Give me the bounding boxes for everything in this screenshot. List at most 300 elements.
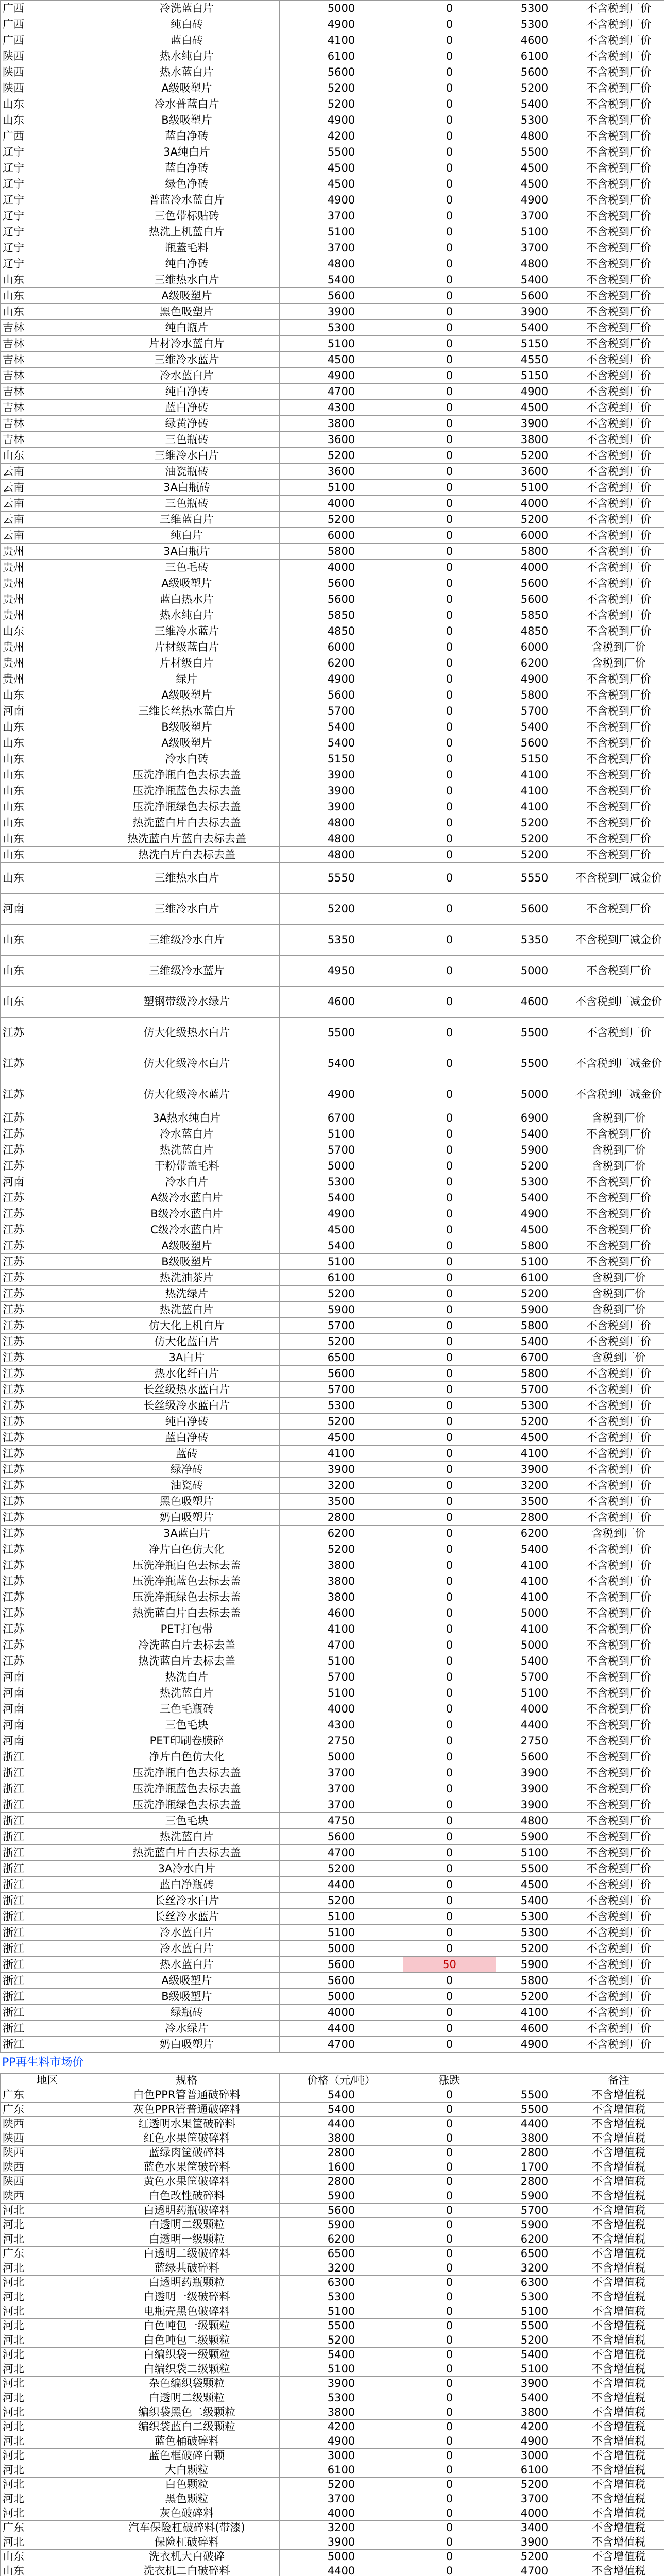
cell-region: 江苏 — [1, 1142, 94, 1158]
cell-change: 0 — [403, 1018, 496, 1048]
cell-change: 0 — [403, 2189, 496, 2204]
table-row — [1, 719, 664, 735]
cell-spec: 白透明一级颗粒 — [94, 2232, 280, 2247]
cell-change: 0 — [403, 240, 496, 256]
cell-spec: 三色瓶砖 — [94, 496, 280, 512]
table-row — [1, 1589, 664, 1605]
cell-price2: 4100 — [496, 799, 573, 815]
cell-region: 贵州 — [1, 575, 94, 591]
cell-spec: 冷水蓝白片 — [94, 1126, 280, 1142]
cell-remark: 不含增值税 — [573, 2232, 664, 2247]
cell-remark: 不含增值税 — [573, 2348, 664, 2362]
table-row — [1, 2247, 664, 2261]
cell-spec: 压洗净瓶白色去标去盖 — [94, 767, 280, 783]
cell-price2: 6700 — [496, 1350, 573, 1366]
cell-region: 浙江 — [1, 1797, 94, 1813]
cell-price2: 4100 — [496, 1621, 573, 1637]
cell-spec: 杂色编织袋颗粒 — [94, 2377, 280, 2391]
cell-spec: 三维级冷水蓝片 — [94, 956, 280, 987]
cell-spec: 蓝白净砖 — [94, 400, 280, 416]
cell-spec: 三维热水白片 — [94, 863, 280, 894]
cell-price: 4200 — [280, 128, 403, 144]
cell-spec: A级吸塑片 — [94, 80, 280, 96]
cell-change: 0 — [403, 256, 496, 272]
cell-spec: 黄色水果筐破碎料 — [94, 2175, 280, 2189]
cell-spec: 热洗蓝白片白去标去盖 — [94, 1845, 280, 1861]
cell-spec: 热洗蓝白片 — [94, 1302, 280, 1318]
cell-price2: 5100 — [496, 1845, 573, 1861]
table-row — [1, 987, 664, 1018]
cell-region: 广西 — [1, 1, 94, 16]
cell-change: 0 — [403, 2131, 496, 2146]
cell-region: 河南 — [1, 1669, 94, 1685]
cell-remark: 不含税到厂价 — [573, 1541, 664, 1557]
cell-region: 浙江 — [1, 1813, 94, 1829]
cell-price2: 2800 — [496, 2175, 573, 2189]
cell-spec: 绿片 — [94, 671, 280, 687]
cell-region: 河北 — [1, 2319, 94, 2333]
cell-price2: 5800 — [496, 687, 573, 703]
cell-region: 河北 — [1, 2218, 94, 2232]
cell-price: 4900 — [280, 368, 403, 384]
cell-region: 广东 — [1, 2521, 94, 2535]
cell-region: 山东 — [1, 272, 94, 288]
cell-price2: 4900 — [496, 2434, 573, 2449]
cell-change: 0 — [403, 1174, 496, 1190]
table-row — [1, 416, 664, 432]
table-row — [1, 1526, 664, 1541]
table-row — [1, 2564, 664, 2576]
cell-change: 0 — [403, 655, 496, 671]
cell-region: 江苏 — [1, 1398, 94, 1414]
cell-change: 0 — [403, 1318, 496, 1334]
cell-spec: A级吸塑片 — [94, 1973, 280, 1989]
cell-region: 河北 — [1, 2333, 94, 2348]
table-row — [1, 2261, 664, 2276]
cell-spec: 热洗绿片 — [94, 1286, 280, 1302]
cell-remark: 不含增值税 — [573, 2420, 664, 2434]
cell-change: 0 — [403, 512, 496, 528]
cell-price: 5500 — [280, 2319, 403, 2333]
cell-change: 0 — [403, 416, 496, 432]
cell-remark: 不含税到厂价 — [573, 1733, 664, 1749]
cell-price2: 5900 — [496, 2218, 573, 2232]
cell-price2: 3200 — [496, 1478, 573, 1494]
cell-price2: 4100 — [496, 1573, 573, 1589]
cell-remark: 不含税到厂价 — [573, 272, 664, 288]
cell-spec: 洗衣机大白破碎 — [94, 2550, 280, 2564]
table-row — [1, 400, 664, 416]
cell-price2: 5200 — [496, 512, 573, 528]
cell-price2: 5200 — [496, 1286, 573, 1302]
table-row — [1, 2463, 664, 2478]
cell-price: 5600 — [280, 1957, 403, 1973]
cell-change: 0 — [403, 2037, 496, 2053]
cell-remark: 不含增值税 — [573, 2088, 664, 2103]
cell-remark: 不含税到厂价 — [573, 1861, 664, 1877]
cell-price2: 5400 — [496, 2391, 573, 2405]
cell-change: 0 — [403, 2103, 496, 2117]
table-row — [1, 1749, 664, 1765]
cell-spec: 蓝绿肉筐破碎料 — [94, 2146, 280, 2160]
cell-region: 河北 — [1, 2492, 94, 2506]
cell-remark: 不含增值税 — [573, 2117, 664, 2131]
cell-remark: 不含税到厂价 — [573, 1238, 664, 1254]
cell-price: 5300 — [280, 1174, 403, 1190]
header-price2 — [496, 2074, 573, 2088]
cell-price: 5350 — [280, 925, 403, 956]
cell-change: 0 — [403, 1302, 496, 1318]
cell-region: 浙江 — [1, 2005, 94, 2021]
cell-remark: 不含税到厂价 — [573, 1018, 664, 1048]
cell-change: 0 — [403, 448, 496, 464]
cell-remark: 不含税到厂价 — [573, 671, 664, 687]
cell-price2: 5200 — [496, 1414, 573, 1430]
cell-price: 5600 — [280, 687, 403, 703]
cell-price2: 6500 — [496, 2247, 573, 2261]
cell-change: 0 — [403, 112, 496, 128]
cell-region: 河北 — [1, 2276, 94, 2290]
cell-price2: 5100 — [496, 1254, 573, 1270]
cell-price: 4900 — [280, 192, 403, 208]
cell-change: 0 — [403, 671, 496, 687]
cell-spec: 蓝砖 — [94, 1446, 280, 1462]
cell-change: 0 — [403, 1222, 496, 1238]
cell-spec: 灰色破碎料 — [94, 2506, 280, 2521]
cell-region: 河南 — [1, 894, 94, 925]
cell-region: 辽宁 — [1, 192, 94, 208]
cell-price: 4700 — [280, 1637, 403, 1653]
cell-spec: B级吸塑片 — [94, 1989, 280, 2005]
cell-price2: 3800 — [496, 432, 573, 448]
cell-spec: 仿大化级冷水白片 — [94, 1048, 280, 1079]
table-row — [1, 1, 664, 16]
table-row — [1, 208, 664, 224]
cell-change: 0 — [403, 288, 496, 304]
cell-change: 0 — [403, 1398, 496, 1414]
cell-price2: 5200 — [496, 448, 573, 464]
cell-remark: 不含增值税 — [573, 2506, 664, 2521]
cell-change: 0 — [403, 987, 496, 1018]
cell-remark: 不含税到厂价 — [573, 1174, 664, 1190]
table-row — [1, 320, 664, 336]
cell-region: 江苏 — [1, 1286, 94, 1302]
table-row — [1, 1048, 664, 1079]
cell-remark: 不含税到厂减金价 — [573, 1048, 664, 1079]
table-row — [1, 128, 664, 144]
cell-price: 5900 — [280, 2218, 403, 2232]
cell-remark: 不含税到厂价 — [573, 1190, 664, 1206]
cell-region: 浙江 — [1, 1765, 94, 1781]
cell-price: 4950 — [280, 956, 403, 987]
cell-price: 5700 — [280, 1382, 403, 1398]
cell-price2: 5400 — [496, 1541, 573, 1557]
cell-remark: 不含增值税 — [573, 2449, 664, 2463]
table-row — [1, 304, 664, 320]
cell-price2: 3600 — [496, 464, 573, 480]
table-row — [1, 272, 664, 288]
table-row — [1, 368, 664, 384]
cell-change: 0 — [403, 1462, 496, 1478]
cell-price2: 3900 — [496, 2535, 573, 2550]
table-row — [1, 496, 664, 512]
table-row — [1, 2550, 664, 2564]
table-row — [1, 2103, 664, 2117]
cell-price2: 4900 — [496, 2037, 573, 2053]
table-row — [1, 735, 664, 751]
cell-spec: 红透明水果筐破碎料 — [94, 2117, 280, 2131]
cell-region: 河南 — [1, 1685, 94, 1701]
cell-remark: 不含税到厂价 — [573, 64, 664, 80]
cell-price: 5400 — [280, 735, 403, 751]
cell-region: 吉林 — [1, 384, 94, 400]
cell-region: 江苏 — [1, 1158, 94, 1174]
cell-spec: 3A白片 — [94, 1350, 280, 1366]
cell-price2: 2800 — [496, 2146, 573, 2160]
cell-remark: 不含增值税 — [573, 2521, 664, 2535]
cell-price2: 6200 — [496, 1526, 573, 1541]
cell-price: 3900 — [280, 1462, 403, 1478]
table-row — [1, 2304, 664, 2319]
cell-price2: 5400 — [496, 719, 573, 735]
cell-spec: 压洗净瓶绿色去标去盖 — [94, 1797, 280, 1813]
cell-change: 0 — [403, 144, 496, 160]
cell-remark: 不含税到厂价 — [573, 2005, 664, 2021]
cell-price2: 5000 — [496, 1079, 573, 1110]
table-row — [1, 1861, 664, 1877]
cell-change: 0 — [403, 2333, 496, 2348]
cell-price: 5300 — [280, 1398, 403, 1414]
cell-remark: 不含税到厂价 — [573, 144, 664, 160]
cell-spec: B级吸塑片 — [94, 1254, 280, 1270]
cell-price: 4500 — [280, 176, 403, 192]
cell-spec: 热洗蓝白片白去标去盖 — [94, 815, 280, 831]
cell-region: 辽宁 — [1, 256, 94, 272]
cell-price: 4100 — [280, 1621, 403, 1637]
cell-spec: 冷水普蓝白片 — [94, 96, 280, 112]
cell-remark: 不含税到厂价 — [573, 1653, 664, 1669]
cell-change: 0 — [403, 2175, 496, 2189]
cell-price: 4200 — [280, 2420, 403, 2434]
cell-change: 0 — [403, 2449, 496, 2463]
cell-price2: 4000 — [496, 1701, 573, 1717]
cell-change: 0 — [403, 2319, 496, 2333]
cell-change: 0 — [403, 1797, 496, 1813]
cell-remark: 不含税到厂价 — [573, 1254, 664, 1270]
cell-remark: 不含税到厂价 — [573, 799, 664, 815]
cell-price: 3600 — [280, 432, 403, 448]
cell-spec: 油瓷砖 — [94, 1478, 280, 1494]
cell-spec: 三色毛瓶砖 — [94, 1701, 280, 1717]
cell-region: 山东 — [1, 925, 94, 956]
cell-price2: 5400 — [496, 1126, 573, 1142]
cell-price: 3700 — [280, 240, 403, 256]
cell-region: 河北 — [1, 2449, 94, 2463]
cell-price: 3700 — [280, 1781, 403, 1797]
cell-remark: 不含税到厂价 — [573, 1669, 664, 1685]
cell-change: 0 — [403, 480, 496, 496]
cell-remark: 不含税到厂价 — [573, 288, 664, 304]
cell-region: 山东 — [1, 112, 94, 128]
cell-region: 河北 — [1, 2204, 94, 2218]
cell-remark: 不含税到厂价 — [573, 735, 664, 751]
cell-change: 0 — [403, 1541, 496, 1557]
cell-price2: 5200 — [496, 2478, 573, 2492]
cell-region: 江苏 — [1, 1254, 94, 1270]
cell-price2: 5500 — [496, 144, 573, 160]
cell-remark: 不含税到厂价 — [573, 831, 664, 847]
cell-spec: PET打包带 — [94, 1621, 280, 1637]
cell-change: 0 — [403, 192, 496, 208]
cell-price: 4900 — [280, 112, 403, 128]
cell-remark: 不含税到厂价 — [573, 1222, 664, 1238]
table-row — [1, 2204, 664, 2218]
cell-price2: 3700 — [496, 240, 573, 256]
table-row — [1, 1286, 664, 1302]
cell-change: 0 — [403, 1941, 496, 1957]
cell-price: 4700 — [280, 2037, 403, 2053]
cell-region: 云南 — [1, 464, 94, 480]
cell-remark: 不含税到厂价 — [573, 1573, 664, 1589]
cell-price: 4400 — [280, 2117, 403, 2131]
cell-change: 0 — [403, 1430, 496, 1446]
cell-remark: 不含税到厂价 — [573, 751, 664, 767]
cell-price: 2800 — [280, 1510, 403, 1526]
table-row — [1, 240, 664, 256]
cell-spec: A级冷水蓝白片 — [94, 1190, 280, 1206]
cell-price: 6000 — [280, 528, 403, 544]
cell-change: 0 — [403, 2492, 496, 2506]
cell-price2: 3900 — [496, 2377, 573, 2391]
cell-change: 0 — [403, 639, 496, 655]
cell-price2: 5550 — [496, 863, 573, 894]
cell-remark: 不含税到厂价 — [573, 847, 664, 863]
cell-remark: 不含税到厂价 — [573, 112, 664, 128]
cell-price2: 5300 — [496, 1909, 573, 1925]
cell-region: 江苏 — [1, 1462, 94, 1478]
cell-spec: PET印刷卷膜碎 — [94, 1733, 280, 1749]
cell-price: 5400 — [280, 2103, 403, 2117]
cell-price2: 5100 — [496, 2362, 573, 2377]
cell-price2: 5400 — [496, 96, 573, 112]
cell-change: 0 — [403, 128, 496, 144]
cell-change: 0 — [403, 1893, 496, 1909]
cell-spec: 压洗净瓶绿色去标去盖 — [94, 1589, 280, 1605]
table-row — [1, 847, 664, 863]
table-row — [1, 144, 664, 160]
cell-price2: 5300 — [496, 1, 573, 16]
cell-price2: 5700 — [496, 1382, 573, 1398]
table-row — [1, 1669, 664, 1685]
table-row — [1, 1478, 664, 1494]
cell-change: 0 — [403, 1685, 496, 1701]
cell-remark: 不含税到厂价 — [573, 1957, 664, 1973]
cell-spec: 纯白瓶片 — [94, 320, 280, 336]
cell-price: 6000 — [280, 639, 403, 655]
cell-change: 0 — [403, 64, 496, 80]
cell-spec: 长丝级热水蓝白片 — [94, 1382, 280, 1398]
cell-remark: 不含税到厂价 — [573, 1126, 664, 1142]
cell-region: 陕西 — [1, 64, 94, 80]
cell-change: 50 — [403, 1957, 496, 1973]
cell-change: 0 — [403, 1334, 496, 1350]
cell-region: 河北 — [1, 2535, 94, 2550]
cell-remark: 不含增值税 — [573, 2204, 664, 2218]
cell-change: 0 — [403, 1717, 496, 1733]
cell-price2: 5300 — [496, 112, 573, 128]
cell-spec: 蓝色水果筐破碎料 — [94, 2160, 280, 2175]
cell-price: 5600 — [280, 1973, 403, 1989]
cell-price: 3800 — [280, 416, 403, 432]
cell-remark: 不含税到厂价 — [573, 128, 664, 144]
cell-spec: 三维级冷水白片 — [94, 925, 280, 956]
cell-price: 5150 — [280, 751, 403, 767]
table-row — [1, 1573, 664, 1589]
cell-region: 山东 — [1, 623, 94, 639]
table-row — [1, 2021, 664, 2037]
table-row — [1, 2521, 664, 2535]
cell-change: 0 — [403, 2420, 496, 2434]
table-row — [1, 2506, 664, 2521]
cell-remark: 不含税到厂价 — [573, 528, 664, 544]
cell-remark: 不含税到厂价 — [573, 1318, 664, 1334]
cell-price2: 3900 — [496, 1765, 573, 1781]
table-row — [1, 112, 664, 128]
cell-price: 5200 — [280, 448, 403, 464]
cell-price: 3000 — [280, 2449, 403, 2463]
cell-price2: 5100 — [496, 2304, 573, 2319]
cell-price: 5100 — [280, 1653, 403, 1669]
cell-spec: 3A纯白片 — [94, 144, 280, 160]
header-price: 价格（元/吨） — [280, 2074, 403, 2088]
cell-price2: 6000 — [496, 528, 573, 544]
table-row — [1, 1510, 664, 1526]
cell-price: 5000 — [280, 2550, 403, 2564]
table-row — [1, 1126, 664, 1142]
table-row — [1, 639, 664, 655]
cell-change: 0 — [403, 1079, 496, 1110]
cell-price: 5500 — [280, 144, 403, 160]
cell-region: 云南 — [1, 496, 94, 512]
cell-change: 0 — [403, 575, 496, 591]
cell-region: 陕西 — [1, 2175, 94, 2189]
cell-remark: 不含税到厂价 — [573, 368, 664, 384]
cell-price2: 4900 — [496, 1206, 573, 1222]
cell-remark: 不含税到厂价 — [573, 512, 664, 528]
cell-spec: 三色带标贴砖 — [94, 208, 280, 224]
cell-change: 0 — [403, 160, 496, 176]
cell-spec: 片材冷水蓝白片 — [94, 336, 280, 352]
cell-price: 5000 — [280, 1, 403, 16]
cell-price2: 5400 — [496, 272, 573, 288]
cell-price2: 3900 — [496, 1781, 573, 1797]
cell-price: 5400 — [280, 272, 403, 288]
cell-price: 5400 — [280, 2348, 403, 2362]
cell-remark: 含税到厂价 — [573, 1142, 664, 1158]
cell-price2: 6200 — [496, 2232, 573, 2247]
cell-price2: 6100 — [496, 2463, 573, 2478]
cell-spec: 白色颗粒 — [94, 2478, 280, 2492]
cell-price: 5100 — [280, 1909, 403, 1925]
cell-region: 陕西 — [1, 2189, 94, 2204]
cell-price: 4750 — [280, 1813, 403, 1829]
cell-price2: 3900 — [496, 416, 573, 432]
table-row — [1, 671, 664, 687]
cell-price2: 3800 — [496, 2405, 573, 2420]
cell-price2: 5300 — [496, 1174, 573, 1190]
cell-price2: 5900 — [496, 1302, 573, 1318]
cell-spec: 3A白瓶砖 — [94, 480, 280, 496]
